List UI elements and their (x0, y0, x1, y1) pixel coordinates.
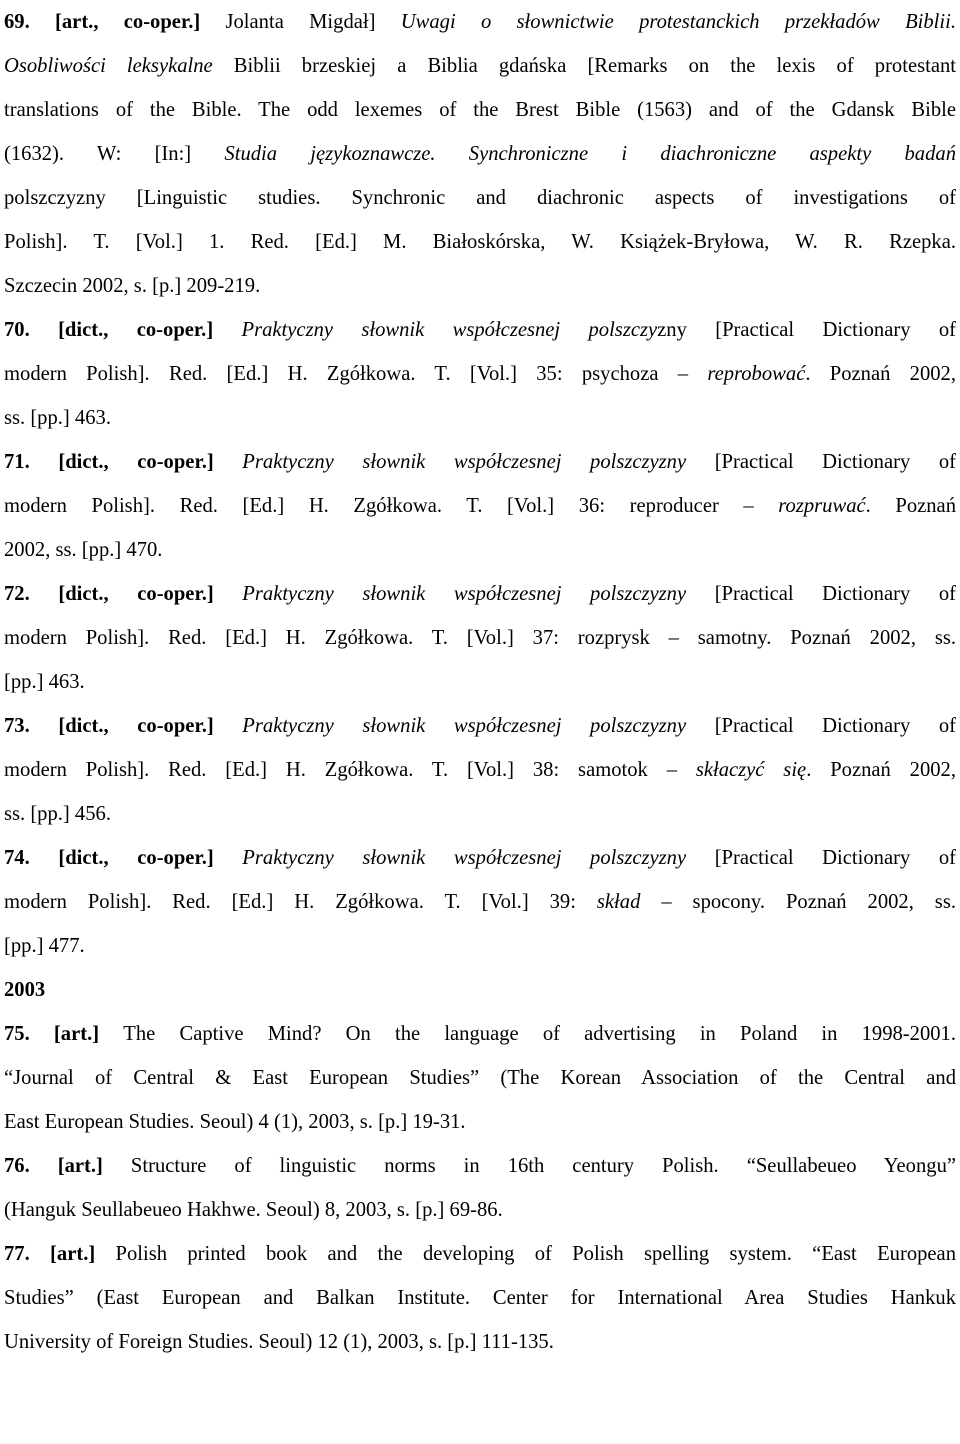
entry-text: Studies” (East European and Balkan Institute. Center for International Area Studies Hankuk (4, 1287, 956, 1309)
entry-line (4, 704, 956, 748)
entry-line (4, 176, 956, 220)
entry-line (4, 792, 956, 836)
entry-text: 2002, ss. [pp.] 470. (4, 539, 163, 561)
entry-number: 69. [art., co-oper.] (4, 11, 226, 33)
entry-text: Polish]. T. [Vol.] 1. Red. [Ed.] M. Białoskórska, W. Książek-Bryłowa, W. R. Rzepka. (4, 231, 956, 253)
entry-text: “Journal of Central & East European Studies” (The Korean Association of the Central and (4, 1067, 956, 1089)
italic-title: Praktyczny słownik współczesnej polszczyzny (242, 847, 687, 869)
entry-line (4, 572, 956, 616)
bibliography-entry-77 (4, 1232, 956, 1364)
entry-text: Jolanta Migdał] (225, 11, 401, 33)
entry-text: University of Foreign Studies. Seoul) 12 (1), 2003, s. [p.] 111-135. (4, 1331, 554, 1353)
bibliography-entry-72 (4, 572, 956, 704)
entry-line (4, 396, 956, 440)
entry-line (4, 132, 956, 176)
entry-number: 72. [dict., co-oper.] (4, 583, 243, 605)
italic-title: Osobliwości leksykalne (4, 55, 213, 77)
entry-number: 73. [dict., co-oper.] (4, 715, 243, 737)
bibliography-entry-71 (4, 440, 956, 572)
italic-title: Praktyczny słownik współczesnej polszczyzny (242, 451, 687, 473)
entry-text: Polish printed book and the developing of Polish spelling system. “East European (115, 1243, 956, 1265)
entry-line (4, 0, 956, 44)
entries-2002 (4, 0, 956, 968)
entry-text: [pp.] 463. (4, 671, 85, 693)
entry-text: polszczyzny [Linguistic studies. Synchronic and diachronic aspects of investigations of (4, 187, 956, 209)
bibliography-entry-75 (4, 1012, 956, 1144)
bibliography-entry-76 (4, 1144, 956, 1232)
entry-number: 77. [art.] (4, 1243, 116, 1265)
entry-line (4, 1012, 956, 1056)
italic-title: Studia językoznawcze. Synchroniczne i diachroniczne aspekty badań (224, 143, 956, 165)
entry-text: – spocony. Poznań 2002, ss. (640, 891, 956, 913)
entry-text: . Poznań 2002, (806, 759, 956, 781)
entry-text: (Hanguk Seullabeueo Hakhwe. Seoul) 8, 2003, s. [p.] 69-86. (4, 1199, 503, 1221)
italic-title: reprobować (707, 363, 806, 385)
entry-line (4, 1320, 956, 1364)
entry-text: East European Studies. Seoul) 4 (1), 2003, s. [p.] 19-31. (4, 1111, 466, 1133)
entry-line (4, 1232, 956, 1276)
entry-line (4, 528, 956, 572)
entry-number: 71. [dict., co-oper.] (4, 451, 243, 473)
entry-text: ss. [pp.] 463. (4, 407, 111, 429)
bibliography-entry-73 (4, 704, 956, 836)
entry-line (4, 924, 956, 968)
entry-line (4, 264, 956, 308)
italic-title: skład (596, 891, 641, 913)
bibliography-entry-70 (4, 308, 956, 440)
entry-line (4, 1144, 956, 1188)
entry-text: zny [Practical Dictionary of (657, 319, 956, 341)
entry-number: 76. [art.] (4, 1155, 131, 1177)
entry-text: The Captive Mind? On the language of advertising in Poland in 1998-2001. (123, 1023, 956, 1045)
entry-line (4, 1100, 956, 1144)
italic-title: Praktyczny słownik współczesnej polszczy (241, 319, 658, 341)
entry-line (4, 1276, 956, 1320)
entry-text: [pp.] 477. (4, 935, 85, 957)
italic-title: skłaczyć się (695, 759, 807, 781)
entry-text: . Poznań 2002, (805, 363, 956, 385)
entry-text: [Practical Dictionary of (686, 847, 956, 869)
entry-line (4, 1056, 956, 1100)
entry-text: (1632). W: [In:] (4, 143, 225, 165)
entry-number: 70. [dict., co-oper.] (4, 319, 242, 341)
entry-number: 74. [dict., co-oper.] (4, 847, 243, 869)
entry-text: modern Polish]. Red. [Ed.] H. Zgółkowa. T. [Vol.] 39: (4, 891, 597, 913)
year-heading: 2003 (4, 979, 46, 1001)
entry-line (4, 1188, 956, 1232)
entry-text: Structure of linguistic norms in 16th century Polish. “Seullabeueo Yeongu” (130, 1155, 957, 1177)
entry-text: modern Polish]. Red. [Ed.] H. Zgółkowa. T. [Vol.] 35: psychoza – (4, 363, 708, 385)
entry-line (4, 44, 956, 88)
entry-text: [Practical Dictionary of (686, 451, 956, 473)
entry-line (4, 88, 956, 132)
italic-title: Praktyczny słownik współczesnej polszczyzny (242, 583, 687, 605)
bibliography-page (4, 0, 956, 1364)
entry-line (4, 220, 956, 264)
entry-number: 75. [art.] (4, 1023, 124, 1045)
entry-text: modern Polish]. Red. [Ed.] H. Zgółkowa. T. [Vol.] 38: samotok – (4, 759, 696, 781)
entries-2003 (4, 1012, 956, 1364)
entry-text: ss. [pp.] 456. (4, 803, 111, 825)
entry-text: . Poznań (865, 495, 956, 517)
bibliography-entry-69 (4, 0, 956, 308)
entry-line (4, 484, 956, 528)
entry-text: [Practical Dictionary of (686, 583, 956, 605)
italic-title: Uwagi o słownictwie protestanckich przekładów Biblii. (400, 11, 956, 33)
italic-title: rozpruwać (778, 495, 866, 517)
entry-text: Biblii brzeskiej a Biblia gdańska [Remarks on the lexis of protestant (212, 55, 956, 77)
entry-line (4, 440, 956, 484)
entry-line (4, 836, 956, 880)
italic-title: Praktyczny słownik współczesnej polszczyzny (242, 715, 687, 737)
entry-text: modern Polish]. Red. [Ed.] H. Zgółkowa. T. [Vol.] 37: rozprysk – samotny. Poznań 2002, ss. (4, 627, 956, 649)
entry-line (4, 308, 956, 352)
entry-text: translations of the Bible. The odd lexemes of the Brest Bible (1563) and of the Gdansk Bible (4, 99, 956, 121)
entry-line (4, 880, 956, 924)
entry-text: Szczecin 2002, s. [p.] 209-219. (4, 275, 261, 297)
entry-line (4, 352, 956, 396)
entry-line (4, 748, 956, 792)
entry-text: [Practical Dictionary of (686, 715, 956, 737)
entry-line (4, 616, 956, 660)
entry-text: modern Polish]. Red. [Ed.] H. Zgółkowa. T. [Vol.] 36: reproducer – (4, 495, 779, 517)
entry-line (4, 660, 956, 704)
bibliography-entry-74 (4, 836, 956, 968)
